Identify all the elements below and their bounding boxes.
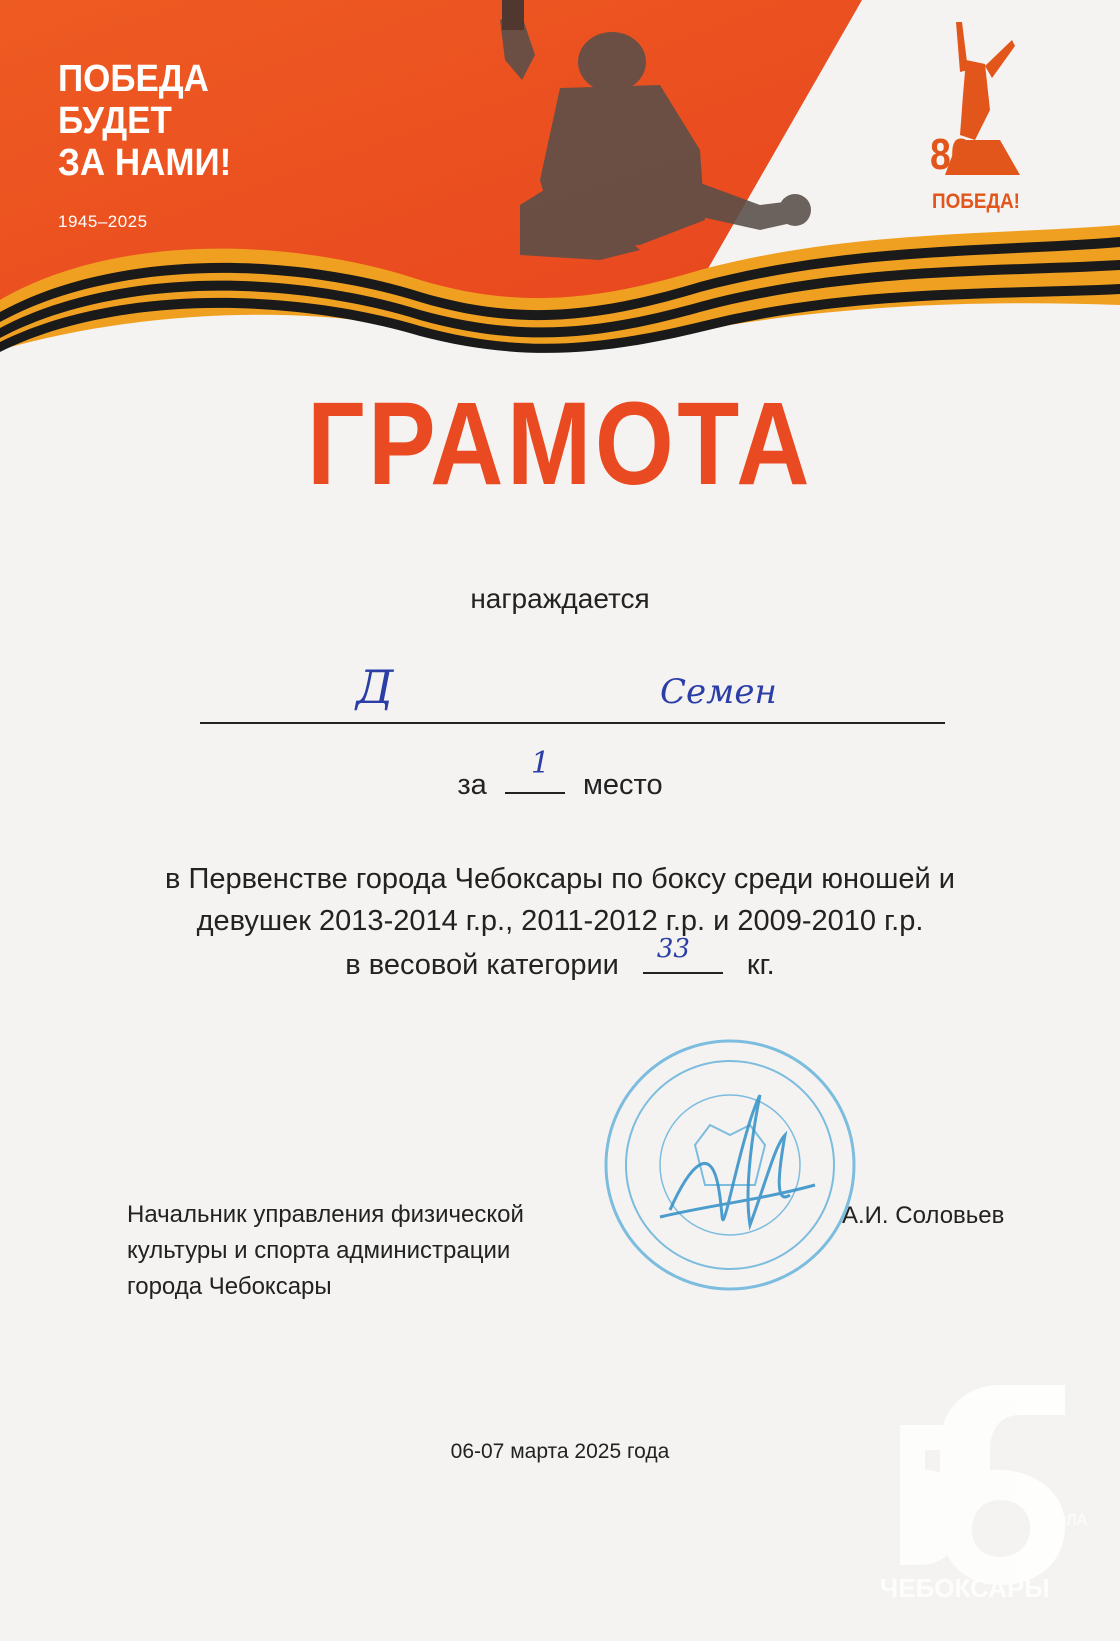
emblem-number: 80 (930, 130, 972, 179)
official-line: культуры и спорта администрации (127, 1237, 511, 1264)
recipient-name: Семен (660, 672, 777, 712)
description-line: в Первенстве города Чебоксары по боксу среди юношей и (165, 863, 955, 895)
weight-prefix: в весовой категории (345, 949, 619, 981)
signer-name: А.И. Соловьев (842, 1202, 1005, 1229)
awarded-text: награждается (470, 583, 650, 614)
recipient-underline (200, 722, 945, 724)
place-value: 1 (530, 746, 550, 781)
competition-description (0, 858, 1120, 986)
weight-category-line (0, 934, 1120, 986)
signature-scribble-icon (660, 1095, 815, 1225)
official-title (127, 1197, 524, 1305)
description-line: девушек 2013-2014 г.р., 2011-2012 г.р. и 2009-2010 г.р. (196, 905, 924, 937)
recipient-initial: Д (356, 660, 394, 714)
slogan-line: БУДЕТ (58, 100, 172, 142)
official-stamp-icon (600, 1035, 860, 1295)
slogan-line: ПОБЕДА (58, 58, 209, 100)
place-suffix: место (582, 769, 663, 801)
emblem-text: ПОБЕДА! (932, 190, 1020, 213)
place-prefix: за (457, 769, 487, 801)
slogan-line: ЗА НАМИ! (58, 142, 232, 184)
weight-unit: кг. (746, 949, 775, 981)
school-watermark-icon (880, 1375, 1088, 1605)
banner-years: 1945–2025 (58, 212, 148, 231)
certificate-title: ГРАМОТА (306, 378, 814, 510)
watermark-bottom-text: ЧЕБОКСАРЫ (880, 1573, 1050, 1603)
weight-value: 33 (656, 934, 690, 964)
weight-blank (643, 934, 723, 974)
place-row (0, 746, 1120, 802)
event-date: 06-07 марта 2025 года (450, 1440, 670, 1463)
banner-slogan (58, 58, 231, 184)
official-line: Начальник управления физической (127, 1201, 524, 1228)
place-blank (505, 746, 565, 794)
official-line: города Чебоксары (127, 1273, 332, 1300)
watermark-top-text: ШКОЛА (1030, 1512, 1088, 1529)
